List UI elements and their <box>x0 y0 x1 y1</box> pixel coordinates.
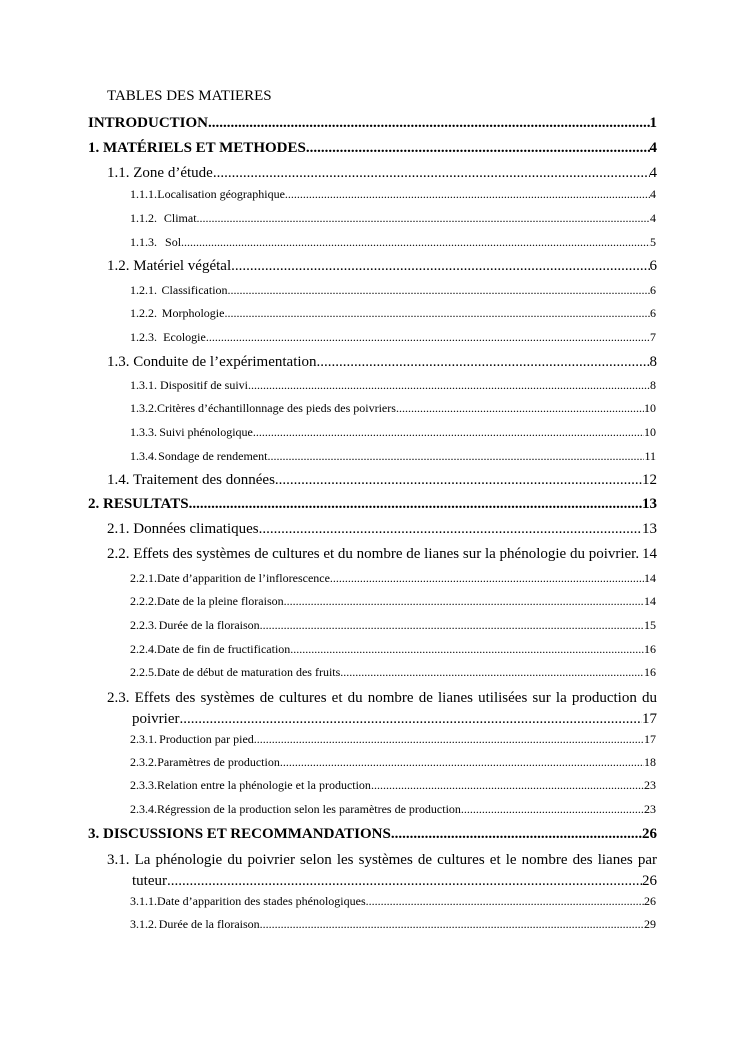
toc-page-number: 7 <box>650 330 656 344</box>
toc-entry-label: Relation entre la phénologie et la production <box>157 778 371 792</box>
toc-entry-label: 1.4. Traitement des données <box>107 472 275 488</box>
toc-entry-level-3[interactable] <box>130 211 656 226</box>
leader-dots <box>213 165 650 182</box>
toc-page-number: 23 <box>644 778 656 792</box>
toc-entry-label: Morphologie <box>161 306 225 320</box>
leader-dots <box>189 496 642 513</box>
toc-entry-label: 2.1. Données climatiques <box>107 521 259 537</box>
toc-entry-level-1[interactable] <box>88 115 657 132</box>
leader-dots <box>253 425 644 440</box>
toc-page-number: 26 <box>642 873 657 889</box>
toc-entry-number: 3.1.2. <box>130 917 157 931</box>
leader-dots <box>179 709 642 730</box>
toc-page-number: 13 <box>642 521 657 537</box>
toc-entry-level-3[interactable] <box>130 378 656 393</box>
toc-entry-level-3[interactable] <box>130 894 656 909</box>
toc-entry-level-3[interactable] <box>130 283 656 298</box>
leader-dots <box>306 140 650 157</box>
toc-entry-label-cont: tuteur <box>132 873 167 889</box>
toc-page-number: 6 <box>649 258 657 274</box>
leader-dots <box>285 187 650 202</box>
toc-entry-label: INTRODUCTION <box>88 115 209 131</box>
toc-entry-level-3[interactable] <box>130 449 656 464</box>
toc-page-number: 6 <box>650 306 656 320</box>
toc-entry-number: 1.2.1. <box>130 283 157 297</box>
toc-entry-number: 2.2.4. <box>130 642 157 656</box>
toc-entry-label: Ecologie <box>163 330 206 344</box>
toc-entry-number: 1.3.4. <box>130 449 157 463</box>
leader-dots <box>396 401 644 416</box>
toc-entry-label: Classification <box>161 283 228 297</box>
toc-entry-label: Durée de la floraison <box>158 917 260 931</box>
toc-page-number: 16 <box>644 665 656 679</box>
toc-entry-level-3[interactable] <box>130 306 656 321</box>
toc-entry-level-3[interactable] <box>130 425 656 440</box>
toc-entry-level-1[interactable] <box>88 496 657 513</box>
toc-entry-label: Localisation géographique <box>157 187 285 201</box>
toc-entry-level-3[interactable] <box>130 778 656 793</box>
toc-entry-label: Date de début de maturation des fruits <box>157 665 341 679</box>
toc-page-number: 10 <box>644 425 656 439</box>
toc-entry-number: 2.3.1. <box>130 732 157 746</box>
toc-entry-level-2[interactable] <box>107 521 657 538</box>
toc-entry-level-3[interactable] <box>130 330 656 345</box>
leader-dots <box>391 826 642 843</box>
leader-dots <box>340 665 644 680</box>
leader-dots <box>206 330 650 345</box>
toc-entry-number: 1.2.3. <box>130 330 157 344</box>
toc-entry-wrapped[interactable] <box>107 850 657 892</box>
toc-entry-label: 3.1. La phénologie du poivrier selon les systèmes de cultures et le nombre des lianes par <box>107 852 657 868</box>
toc-entry-label: Production par pied <box>159 732 254 746</box>
toc-entry-level-3[interactable] <box>130 917 656 932</box>
toc-entry-level-1[interactable] <box>88 826 657 843</box>
toc-entry-level-3[interactable] <box>130 571 656 586</box>
toc-entry-label: Date d’apparition de l’inflorescence <box>157 571 330 585</box>
leader-dots <box>290 642 644 657</box>
toc-entry-level-3[interactable] <box>130 401 656 416</box>
leader-dots <box>275 472 642 489</box>
toc-page-number: 26 <box>644 894 656 908</box>
toc-entry-number: 1.2.2. <box>130 306 157 320</box>
toc-entry-number: 2.2.5. <box>130 665 157 679</box>
toc-page-number: 10 <box>644 401 656 415</box>
leader-dots <box>231 258 649 275</box>
toc-page-number: 14 <box>644 594 656 608</box>
toc-entry-number: 2.3.3. <box>130 778 157 792</box>
toc-entry-label: 2.3. Effets des systèmes de cultures et du nombre de lianes utilisées sur la production du <box>107 690 657 706</box>
toc-entry-level-3[interactable] <box>130 732 656 747</box>
toc-entry-level-2[interactable] <box>107 165 657 182</box>
toc-entry-level-3[interactable] <box>130 802 656 817</box>
toc-entry-level-3[interactable] <box>130 618 656 633</box>
leader-dots <box>181 235 650 250</box>
toc-entry-label: Critères d’échantillonnage des pieds des poivriers <box>157 401 396 415</box>
leader-dots <box>267 449 644 464</box>
leader-dots <box>248 378 650 393</box>
toc-page-number: 4 <box>650 187 656 201</box>
leader-dots <box>260 917 644 932</box>
leader-dots <box>330 571 644 586</box>
toc-page-number: 11 <box>644 449 656 463</box>
toc-page-number: 18 <box>644 755 656 769</box>
toc-entry-label: Date de la pleine floraison <box>157 594 284 608</box>
toc-entry-label: 1. MATÉRIELS ET METHODES <box>88 140 306 156</box>
toc-entry-level-2[interactable] <box>107 354 657 371</box>
toc-page-number: 13 <box>642 496 657 512</box>
toc-page-number: 8 <box>650 378 656 392</box>
toc-page-number: 6 <box>650 283 656 297</box>
toc-entry-level-3[interactable] <box>130 187 656 202</box>
toc-page-number: 4 <box>649 140 657 156</box>
toc-page-number: 4 <box>649 165 657 181</box>
leader-dots <box>208 115 649 132</box>
toc-entry-number: 1.1.3. <box>130 235 157 249</box>
toc-page-number: 5 <box>650 235 656 249</box>
toc-page-number: 8 <box>649 354 657 370</box>
toc-entry-label: Dispositif de suivi <box>160 378 249 392</box>
toc-entry-number: 3.1.1. <box>130 894 157 908</box>
toc-page-number: 14 <box>642 546 657 562</box>
leader-dots <box>280 755 644 770</box>
toc-entry-label: 1.3. Conduite de l’expérimentation <box>107 354 317 370</box>
toc-entry-label: 1.2. Matériel végétal <box>107 258 232 274</box>
leader-dots <box>167 871 642 892</box>
leader-dots <box>366 894 644 909</box>
toc-entry-number: 2.3.2. <box>130 755 157 769</box>
toc-entry-label: Sol <box>165 235 182 249</box>
toc-entry-label: 3. DISCUSSIONS ET RECOMMANDATIONS <box>88 826 391 842</box>
toc-entry-number: 2.3.4. <box>130 802 157 816</box>
leader-dots <box>371 778 644 793</box>
toc-page-number: 16 <box>644 642 656 656</box>
toc-page-number: 26 <box>642 826 657 842</box>
toc-entry-number: 1.3.3. <box>130 425 157 439</box>
toc-entry-level-3[interactable] <box>130 594 656 609</box>
toc-entry-level-3[interactable] <box>130 755 656 770</box>
toc-entry-level-3[interactable] <box>130 235 656 250</box>
toc-entry-label: Date d’apparition des stades phénologiques <box>157 894 366 908</box>
toc-entry-level-2[interactable] <box>107 546 657 563</box>
toc-page-number: 4 <box>650 211 656 225</box>
leader-dots <box>260 618 644 633</box>
leader-dots <box>197 211 650 226</box>
leader-dots <box>224 306 650 321</box>
leader-dots <box>317 354 650 371</box>
toc-page-number: 14 <box>644 571 656 585</box>
leader-dots <box>254 732 644 747</box>
toc-entry-label: 1.1. Zone d’étude <box>107 165 213 181</box>
toc-entry-label: Climat <box>163 211 197 225</box>
toc-entry-label: 2.2. Effets des systèmes de cultures et du nombre de lianes sur la phénologie du poivrier. <box>107 546 640 562</box>
toc-entry-label: Date de fin de fructification <box>157 642 291 656</box>
toc-entry-wrapped[interactable] <box>107 688 657 730</box>
toc-entry-level-2[interactable] <box>107 258 657 275</box>
toc-page-number: 12 <box>642 472 657 488</box>
toc-entry-level-2[interactable] <box>107 472 657 489</box>
toc-entry-number: 2.2.3. <box>130 618 157 632</box>
toc-entry-number: 1.1.2. <box>130 211 157 225</box>
toc-entry-level-3[interactable] <box>130 642 656 657</box>
leader-dots <box>284 594 644 609</box>
toc-entry-label: 2. RESULTATS <box>88 496 189 512</box>
toc-entry-level-1[interactable] <box>88 140 657 157</box>
toc-entry-label: Durée de la floraison <box>158 618 260 632</box>
toc-page-number: 17 <box>642 711 657 727</box>
toc-page-number: 17 <box>644 732 656 746</box>
toc-page-number: 23 <box>644 802 656 816</box>
toc-entry-number: 1.3.2. <box>130 401 157 415</box>
toc-entry-label: Suivi phénologique <box>159 425 253 439</box>
toc-entry-level-3[interactable] <box>130 665 656 680</box>
toc-entry-label: Sondage de rendement <box>158 449 268 463</box>
toc-entry-number: 1.1.1. <box>130 187 157 201</box>
toc-entry-label: Régression de la production selon les paramètres de production <box>157 802 461 816</box>
toc-page-number: 1 <box>649 115 657 131</box>
toc-title: TABLES DES MATIERES <box>107 88 272 104</box>
toc-page-number: 15 <box>644 618 656 632</box>
leader-dots <box>228 283 650 298</box>
toc-entry-label-cont: poivrier <box>132 711 180 727</box>
toc-entry-label: Paramètres de production <box>157 755 280 769</box>
toc-entry-number: 2.2.1. <box>130 571 157 585</box>
toc-page-number: 29 <box>644 917 656 931</box>
toc-entry-number: 1.3.1. <box>130 378 157 392</box>
leader-dots <box>259 521 642 538</box>
leader-dots <box>461 802 644 817</box>
toc-entry-number: 2.2.2. <box>130 594 157 608</box>
